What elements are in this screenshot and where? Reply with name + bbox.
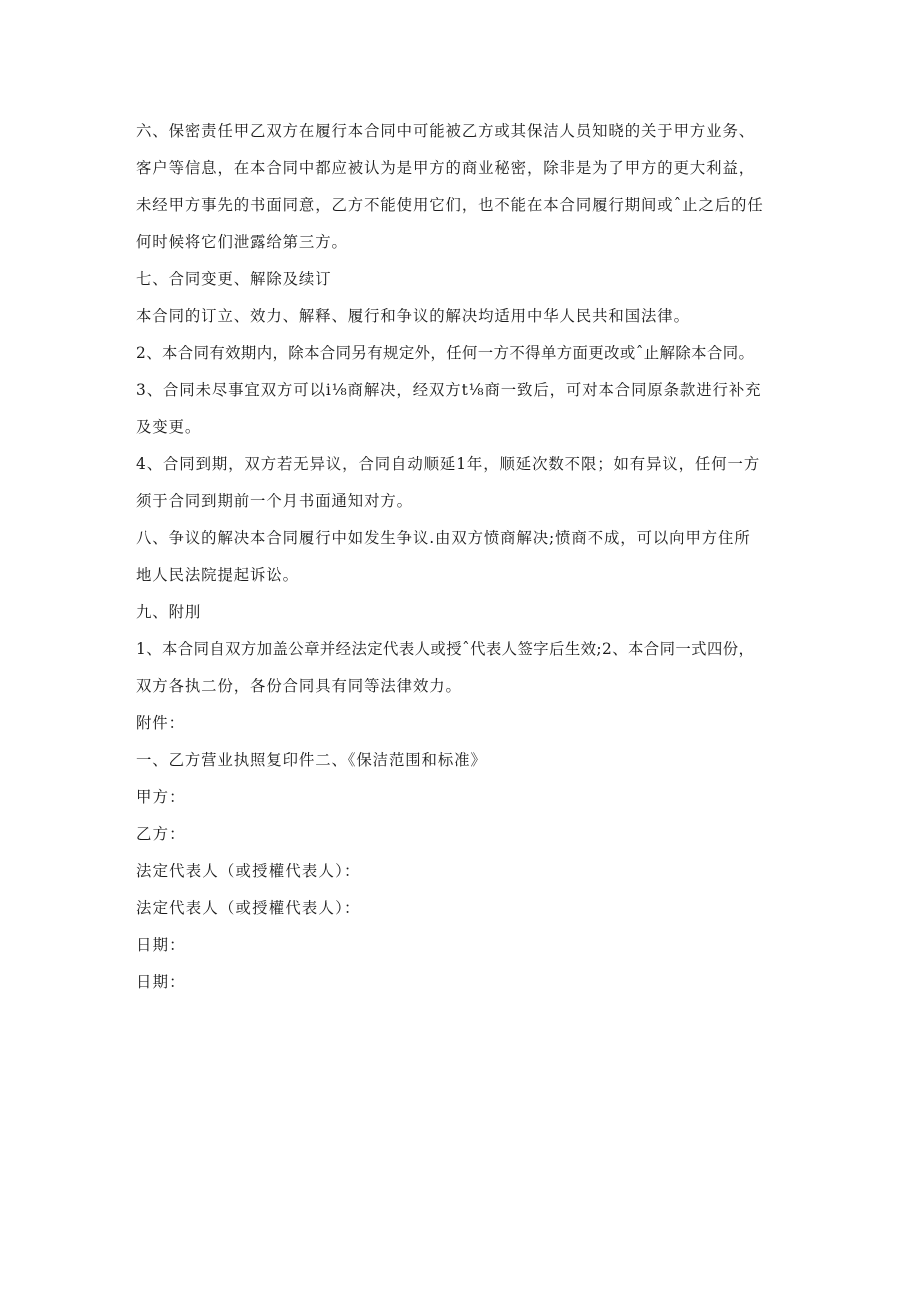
section-9-heading: 九、附刖 [136, 603, 202, 621]
party-a-signature: 甲方： [136, 788, 186, 806]
section-6-confidentiality-line-2: 客户等信息，在本合同中都应被认为是甲方的商业秘密，除非是为了甲方的更大利益， [136, 159, 756, 177]
clause-2-line-1: 2、本合同有效期内，除本合同另有规定外，任何一方不得单方面更改或ˆ止解除本合同。 [136, 344, 755, 362]
contract-body [136, 113, 796, 1001]
section-9-clause-line-2: 双方各执二份，各份合同具有同等法律效力。 [136, 677, 462, 695]
date-b: 日期： [136, 973, 186, 991]
section-6-confidentiality-line-1: 六、保密责任甲乙双方在履行本合同中可能被乙方或其保洁人员知晓的关于甲方业务、 [136, 122, 756, 140]
section-7-heading: 七、合同变更、解除及续订 [136, 270, 332, 288]
attachments-list: 一、乙方营业执照复印件二、《保洁范围和标准》 [136, 751, 487, 769]
section-6-confidentiality-line-3: 未经甲方事先的书面同意，乙方不能使用它们，也不能在本合同履行期间或ˆ止之后的任 [136, 196, 764, 214]
clause-4-line-1: 4、合同到期，双方若无异议，合同自动顺延1年，顺延次数不限；如有异议，任何一方 [136, 455, 761, 473]
section-9-clause-line-1: 1、本合同自双方加盖公章并经法定代表人或授ˆ代表人签字后生效;2、本合同一式四份， [136, 640, 755, 658]
section-8-dispute-line-1: 八、争议的解决本合同履行中如发生争议.由双方愤商解决;愤商不成，可以向甲方住所 [136, 529, 751, 547]
legal-rep-a-signature: 法定代表人（或授權代表人）： [136, 862, 361, 880]
section-6-confidentiality-line-4: 何时候将它们泄露给第三方。 [136, 233, 348, 251]
clause-4-line-2: 须于合同到期前一个月书面通知对方。 [136, 492, 413, 510]
date-a: 日期： [136, 936, 186, 954]
attachments-heading: 附件： [136, 714, 185, 732]
clause-3-line-1: 3、合同未尽事宜双方可以i⅛商解决，经双方t⅛商一致后，可对本合同原条款进行补充 [136, 381, 762, 399]
legal-rep-b-signature: 法定代表人（或授權代表人）： [136, 899, 361, 917]
section-8-dispute-line-2: 地人民法院提起诉讼。 [136, 566, 299, 584]
governing-law-clause: 本合同的订立、效力、解释、履行和争议的解决均适用中华人民共和国法律。 [136, 307, 690, 325]
clause-3-line-2: 及变更。 [136, 418, 202, 436]
party-b-signature: 乙方： [136, 825, 186, 843]
